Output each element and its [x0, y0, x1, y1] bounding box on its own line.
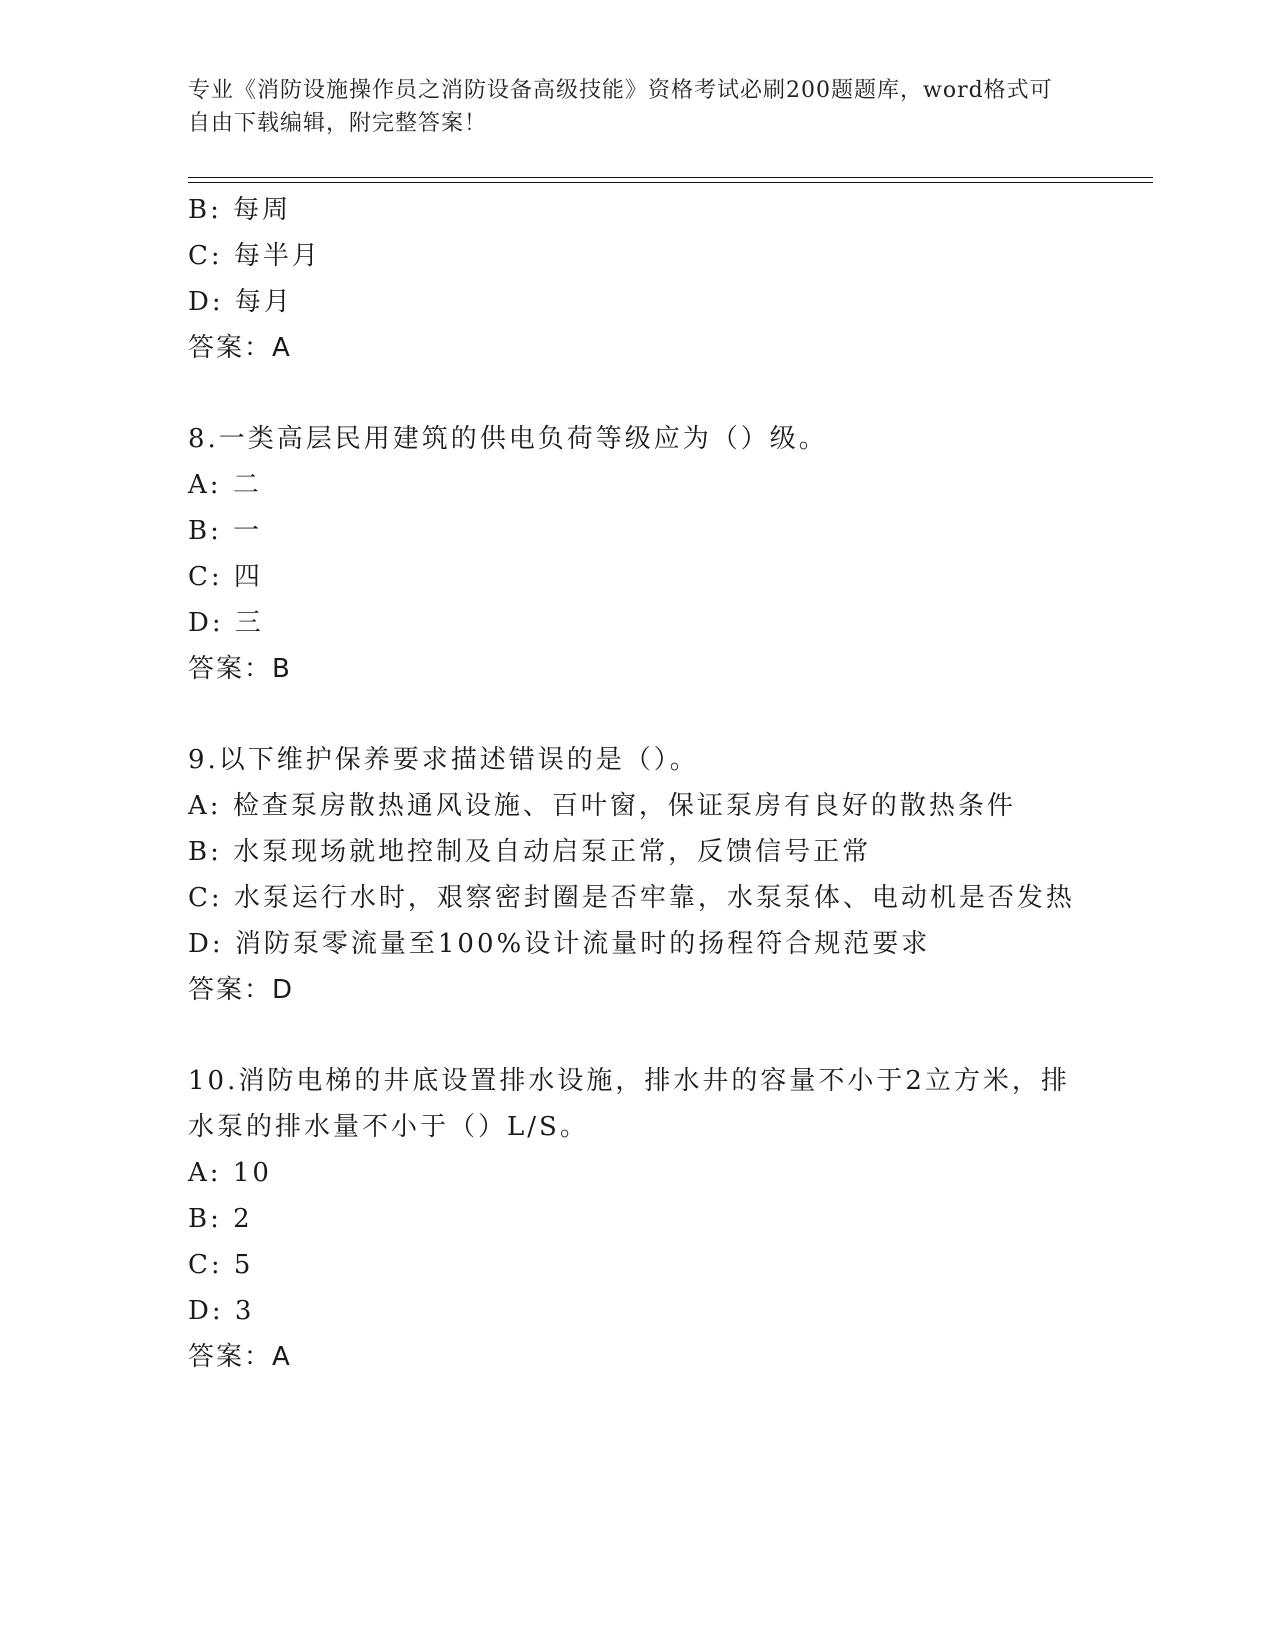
option-letter: D: [188, 287, 224, 317]
option-letter: D: [188, 929, 224, 959]
option-a [188, 1150, 1088, 1196]
option-b [188, 508, 1088, 554]
option-text: 2 [233, 1204, 253, 1234]
option-letter: B: [188, 516, 222, 546]
header-title: 专业《消防设施操作员之消防设备高级技能》资格考试必刷200题题库，word格式可自由下载编辑，附完整答案！ [188, 78, 1053, 136]
answer-line: 答案：B [188, 654, 292, 684]
question-7-continuation [188, 187, 1088, 371]
spacer [188, 371, 1088, 416]
question-stem: 8.一类高层民用建筑的供电负荷等级应为（）级。 [188, 424, 828, 454]
option-text: 水泵运行水时，艰察密封圈是否牢靠，水泵泵体、电动机是否发热 [233, 883, 1075, 913]
option-text: 二 [232, 470, 262, 500]
option-d [188, 921, 1088, 967]
document-header [188, 74, 1068, 140]
question-list [188, 187, 1088, 1380]
question-stem-line-2: 水泵的排水量不小于（）L/S。 [188, 1112, 589, 1142]
question-9 [188, 737, 1088, 1013]
option-text: 每半月 [233, 241, 321, 271]
option-c [188, 233, 1088, 279]
header-divider-top [188, 177, 1153, 178]
option-letter: B: [188, 195, 222, 225]
option-letter: C: [188, 883, 223, 913]
option-text: 水泵现场就地控制及自动启泵正常，反馈信号正常 [233, 837, 872, 867]
option-a [188, 783, 1088, 829]
option-letter: C: [188, 241, 223, 271]
spacer [188, 692, 1088, 737]
option-letter: B: [188, 1204, 222, 1234]
answer-line: 答案：D [188, 975, 295, 1005]
option-d [188, 600, 1088, 646]
answer-line: 答案：A [188, 333, 292, 363]
option-text: 每周 [233, 195, 292, 225]
option-text: 检查泵房散热通风设施、百叶窗，保证泵房有良好的散热条件 [232, 791, 1016, 821]
option-text: 3 [234, 1296, 255, 1326]
option-c [188, 875, 1088, 921]
option-letter: A: [188, 1158, 222, 1188]
option-letter: D: [188, 1296, 224, 1326]
question-stem: 9.以下维护保养要求描述错误的是（）。 [188, 745, 699, 775]
option-text: 消防泵零流量至100%设计流量时的扬程符合规范要求 [234, 929, 931, 959]
option-text: 一 [233, 516, 263, 546]
option-letter: A: [188, 791, 222, 821]
option-text: 三 [234, 608, 264, 638]
option-b [188, 829, 1088, 875]
option-text: 每月 [234, 287, 293, 317]
option-letter: C: [188, 1250, 223, 1280]
option-c [188, 554, 1088, 600]
option-text: 10 [232, 1158, 272, 1188]
option-text: 四 [233, 562, 263, 592]
header-divider-bottom [188, 182, 1153, 183]
option-letter: D: [188, 608, 224, 638]
option-letter: A: [188, 470, 222, 500]
option-d [188, 1288, 1088, 1334]
question-8 [188, 416, 1088, 692]
question-stem-line-1: 10.消防电梯的井底设置排水设施，排水井的容量不小于2立方米，排 [188, 1066, 1070, 1096]
option-letter: C: [188, 562, 223, 592]
option-b [188, 1196, 1088, 1242]
option-d [188, 279, 1088, 325]
spacer [188, 1013, 1088, 1058]
option-letter: B: [188, 837, 222, 867]
option-c [188, 1242, 1088, 1288]
answer-line: 答案：A [188, 1342, 292, 1372]
option-b [188, 187, 1088, 233]
option-a [188, 462, 1088, 508]
option-text: 5 [233, 1250, 254, 1280]
question-10 [188, 1058, 1088, 1380]
